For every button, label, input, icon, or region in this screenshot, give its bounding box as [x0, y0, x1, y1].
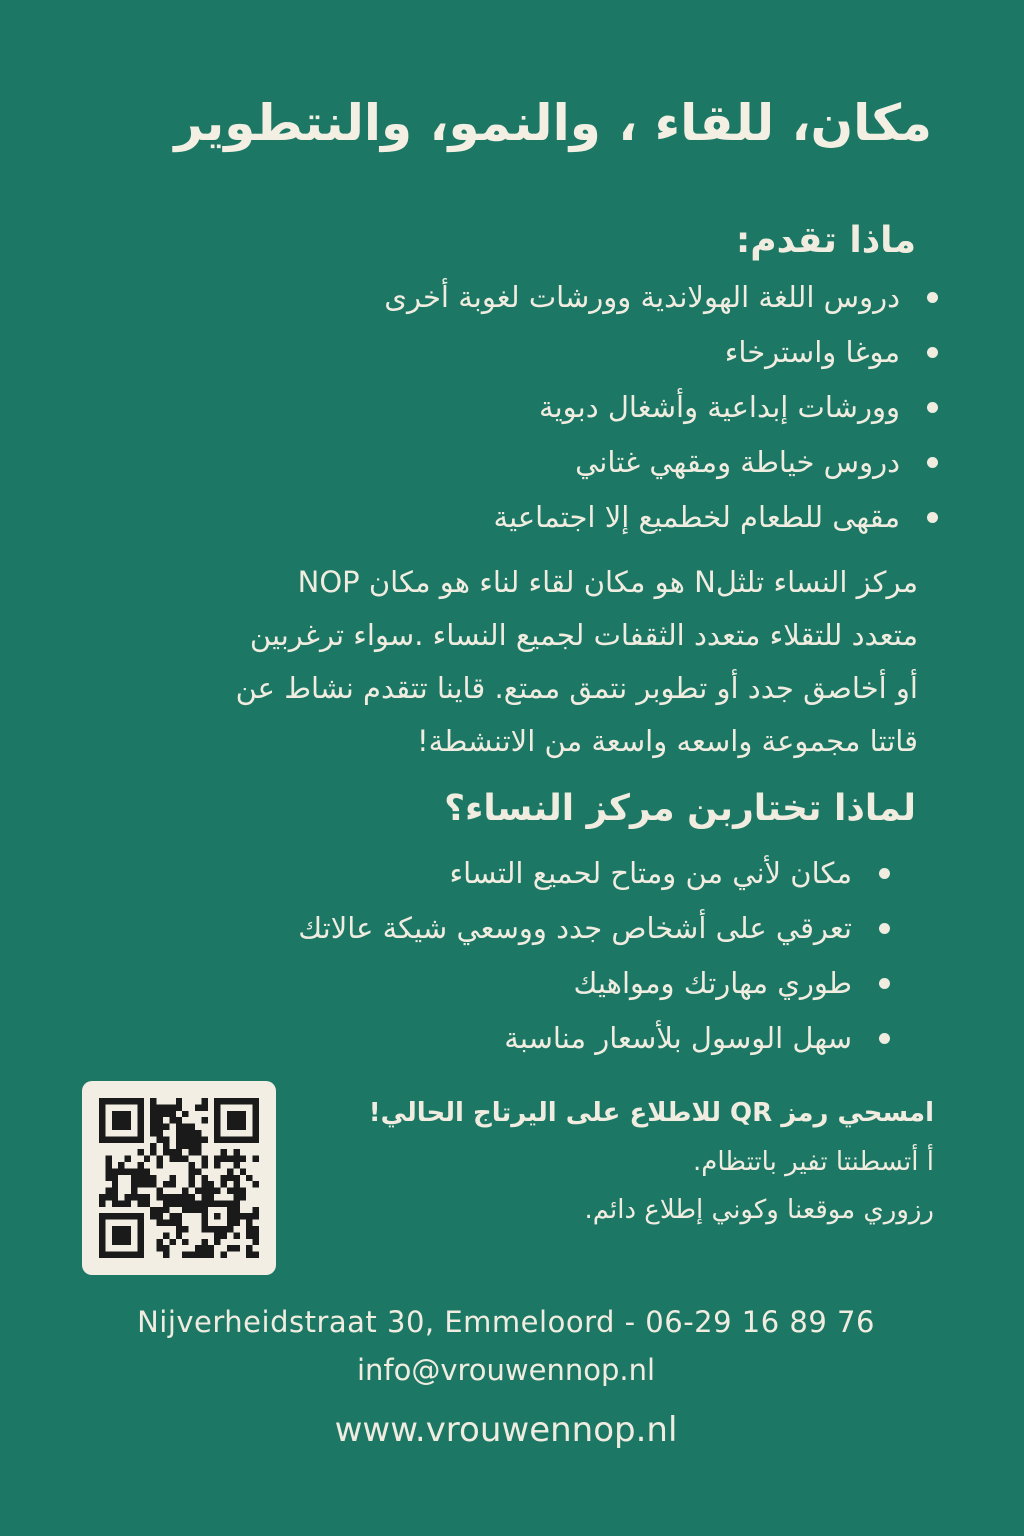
- list-item-label: وورشات إبداعية وأشغال دبوية: [539, 390, 900, 424]
- address: Nijverheidstraat 30, Emmeloord - 06-29 16 89 76: [137, 1305, 875, 1339]
- list-item-label: مكان لأني من ومتاح لحميع التساء: [449, 856, 852, 890]
- list-item: [30, 846, 890, 901]
- bullet-dot-icon: [927, 347, 938, 358]
- offer-list: [78, 270, 938, 545]
- qr-code-card[interactable]: [82, 1081, 276, 1275]
- website-link[interactable]: www.vrouwennop.nl: [334, 1410, 678, 1450]
- list-item-label: سهل الوسول بلأسعار مناسبة: [504, 1021, 852, 1055]
- bullet-dot-icon: [927, 292, 938, 303]
- qr-line: رزوري موقعنا وكوني إطلاع دائم.: [584, 1195, 934, 1225]
- about-line: قاتتا مجموعة واسعه واسعة من الاتنشطة!: [417, 724, 918, 758]
- list-item: [78, 490, 938, 545]
- offer-heading: ماذا تقدم:: [735, 220, 916, 261]
- list-item-label: مقهى للطعام لخطميع إلا اجتماعية: [493, 500, 900, 534]
- list-item: [30, 1011, 890, 1066]
- email-link[interactable]: info@vrouwennop.nl: [356, 1353, 656, 1387]
- about-paragraph: [68, 556, 918, 768]
- page-title: مكان، للقاء ، والنمو، والنتطوير: [174, 94, 932, 152]
- about-line: متعدد للتقلاء متعدد الثقفات لجميع النساء .سواء ترغربين: [249, 618, 918, 652]
- bullet-dot-icon: [927, 402, 938, 413]
- why-heading: لماذا تختاربن مركز النساء؟: [444, 788, 916, 829]
- qr-instructions: [314, 1088, 934, 1234]
- about-line: مركز النساء تلثلN هو مكان لقاء لناء هو مكان NOP: [297, 565, 918, 599]
- list-item-label: طوري مهارتك ومواهيك: [573, 966, 852, 1000]
- bullet-dot-icon: [879, 1033, 890, 1044]
- bullet-dot-icon: [927, 457, 938, 468]
- qr-heading: امسحي رمز QR للاطلاع على اليرتاج الحالي!: [368, 1098, 934, 1128]
- list-item: [78, 270, 938, 325]
- about-line: أو أخاصق جدد أو تطوبر نتمق ممتع. قاينا تتقدم نشاط عن: [235, 671, 918, 705]
- bullet-dot-icon: [879, 868, 890, 879]
- list-item-label: دروس اللغة الهولاندية وورشات لغوبة أخرى: [384, 280, 900, 314]
- bullet-dot-icon: [927, 512, 938, 523]
- list-item: [78, 380, 938, 435]
- list-item-label: تعرقي على أشخاص جدد ووسعي شيكة عالاتك: [298, 911, 852, 945]
- list-item: [78, 325, 938, 380]
- list-item: [78, 435, 938, 490]
- list-item-label: دروس خياطة ومقهي غتاني: [575, 445, 900, 479]
- bullet-dot-icon: [879, 978, 890, 989]
- list-item: [30, 956, 890, 1011]
- qr-code-icon[interactable]: [99, 1098, 259, 1258]
- why-list: [30, 846, 890, 1066]
- list-item: [30, 901, 890, 956]
- bullet-dot-icon: [879, 923, 890, 934]
- qr-line: أ أتسطنتا تفير باتتظام.: [692, 1147, 934, 1177]
- list-item-label: موغا واسترخاء: [724, 335, 900, 369]
